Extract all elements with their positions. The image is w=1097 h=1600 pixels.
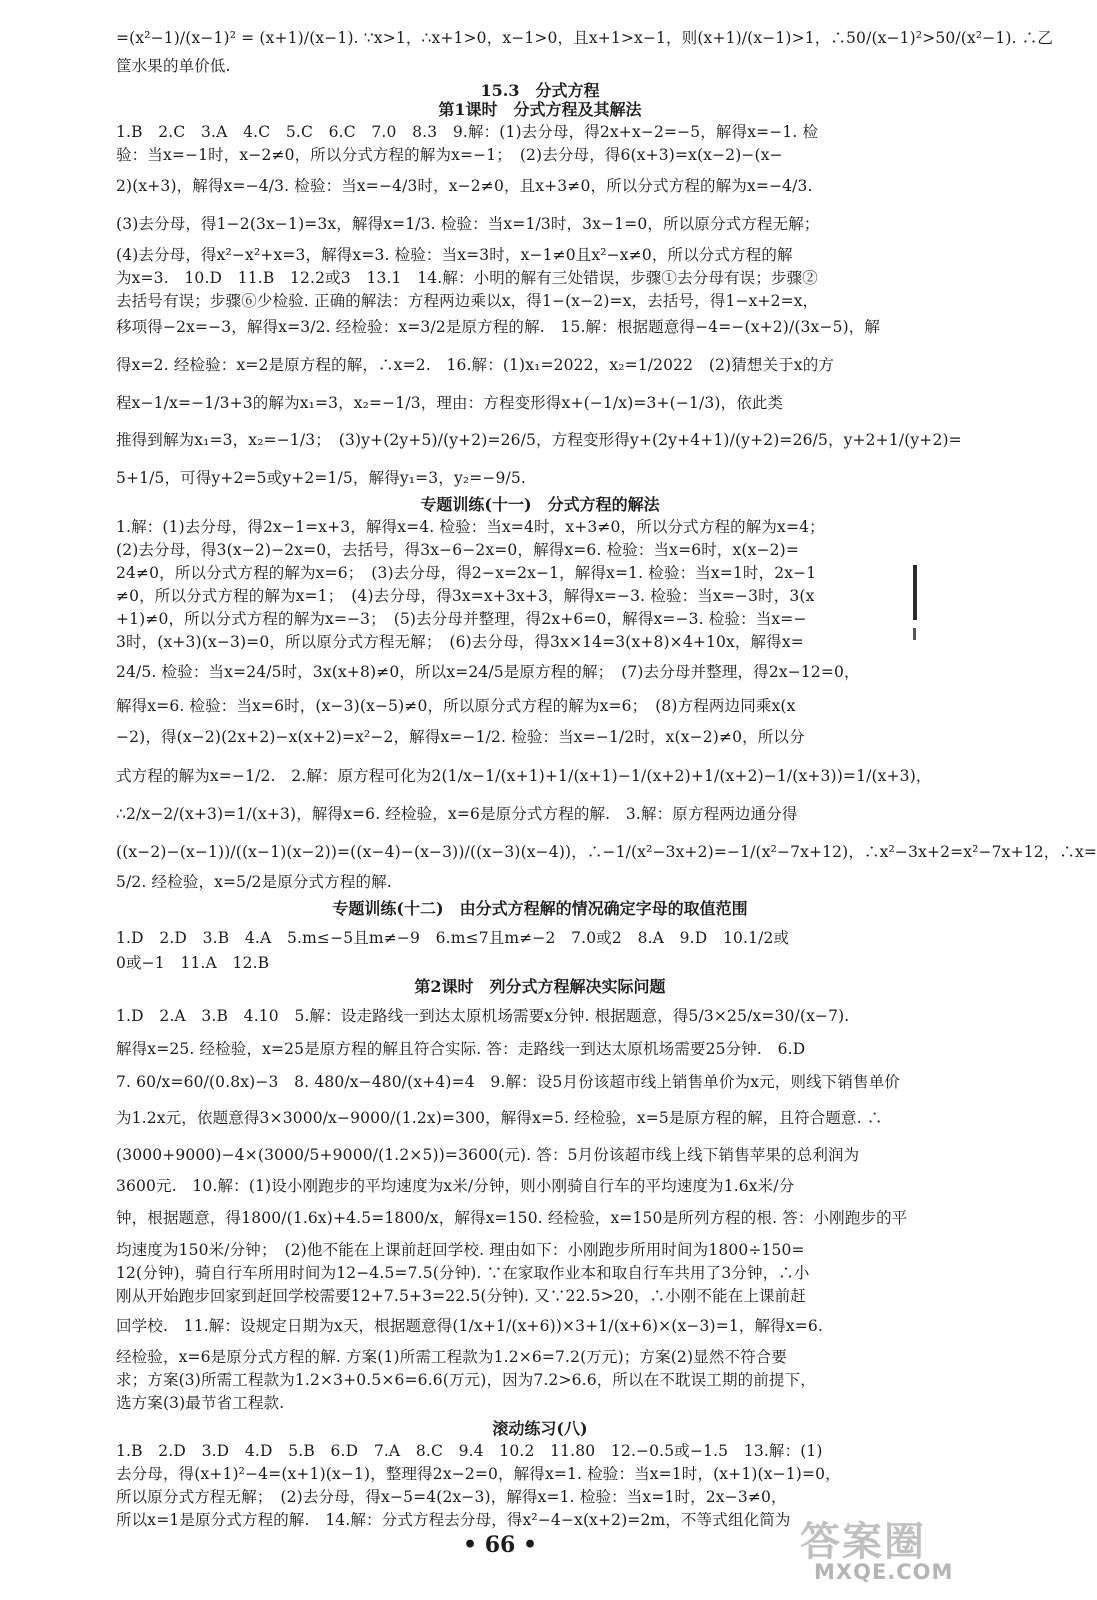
binding-mark	[913, 565, 917, 620]
text-line: 去括号有误；步骤⑥少检验. 正确的解法：方程两边乘以x，得1−(x−2)=x，去括号，得1−x+2=x，	[116, 292, 819, 310]
text-line: 24/5. 检验：当x=24/5时，3x(x+8)≠0，所以x=24/5是原方程的解； (7)去分母并整理，得2x−12=0，	[116, 663, 860, 681]
text-line: 5/2. 经检验，x=5/2是原分式方程的解.	[116, 873, 392, 891]
text-line: 求；方案(3)所需工程款为1.2×3+0.5×6=6.6(万元)，因为7.2>6.6，所以在不耽误工期的前提下，	[116, 1371, 816, 1389]
text-line: 1.解：(1)去分母，得2x−1=x+3，解得x=4. 检验：当x=4时，x+3≠0，所以分式方程的解为x=4；	[116, 518, 825, 536]
text-line: 解得x=25. 经检验，x=25是原方程的解且符合实际. 答：走路线一到达太原机场需要25分钟. 6.D	[116, 1040, 806, 1058]
text-line: ≠0，所以分式方程的解为x=1； (4)去分母，得3x=x+3x+3，解得x=−3. 检验：当x=−3时，3(x	[116, 587, 815, 605]
section-heading: 滚动练习(八)	[492, 1419, 588, 1438]
text-line: 3时，(x+3)(x−3)=0，所以原分式方程无解； (6)去分母，得3x×14=3(x+8)×4+10x，解得x=	[116, 633, 804, 651]
section-heading: 专题训练(十二) 由分式方程解的情况确定字母的取值范围	[332, 899, 748, 918]
text-line: (3000+9000)−4×(3000/5+9000/(1.2×5))=3600(元). 答：5月份该超市线上线下销售苹果的总利润为	[116, 1146, 860, 1164]
text-line: 为x=3. 10.D 11.B 12.2或3 13.1 14.解：小明的解有三处错误，步骤①去分母有误；步骤②	[116, 269, 818, 287]
text-line: 24≠0，所以分式方程的解为x=6； (3)去分母，得2−x=2x−1，解得x=1. 检验：当x=1时，2x−1	[116, 564, 817, 582]
section-heading: 15.3 分式方程	[480, 81, 600, 100]
text-line: 12(分钟)，骑自行车所用时间为12−4.5=7.5(分钟). ∵在家取作业本和取自行车共用了3分钟，∴小	[116, 1264, 810, 1282]
text-line: 所以原分式方程无解； (2)去分母，得x−5=4(2x−3)，解得x=1. 检验：当x=1时，2x−3≠0，	[116, 1488, 787, 1506]
section-heading: 专题训练(十一) 分式方程的解法	[420, 495, 660, 514]
watermark-logo: 答案圈	[800, 1519, 926, 1565]
text-line: (2)去分母，得3(x−2)−2x=0，去括号，得3x−6−2x=0，解得x=6. 检验：当x=6时，x(x−2)=	[116, 541, 799, 559]
text-line: ((x−2)−(x−1))/((x−1)(x−2))=((x−4)−(x−3))/((x−3)(x−4))，∴−1/(x²−3x+2)=−1/(x²−7x+12)，∴x²−3x+2=x²−7x+12，∴x=	[116, 843, 1097, 861]
text-line: −2)，得(x−2)(2x+2)−x(x+2)=x²−2，解得x=−1/2. 检验：当x=−1/2时，x(x−2)≠0，所以分	[116, 728, 805, 746]
text-line: 回学校. 11.解：设规定日期为x天，根据题意得(1/x+1/(x+6))×3+1/(x+6)×(x−3)=1，解得x=6.	[116, 1317, 823, 1335]
text-line: 3600元. 10.解：(1)设小刚跑步的平均速度为x米/分钟，则小刚骑自行车的平均速度为1.6x米/分	[116, 1177, 795, 1195]
watermark	[790, 1510, 990, 1598]
text-line: 得x=2. 经检验：x=2是原方程的解，∴x=2. 16.解：(1)x₁=2022，x₂=1/2022 (2)猜想关于x的方	[116, 356, 835, 374]
watermark-url: MXQE.COM	[814, 1560, 954, 1584]
text-line: =(x²−1)/(x−1)² = (x+1)/(x−1). ∵x>1，∴x+1>0，x−1>0，且x+1>x−1，则(x+1)/(x−1)>1，∴50/(x−1)²>50/(x²−1). ∴乙	[116, 29, 1054, 47]
text-line: 所以x=1是原分式方程的解. 14.解：分式方程去分母，得x²−4−x(x+2)=2m，不等式组化简为	[116, 1511, 791, 1529]
text-line: 解得x=6. 检验：当x=6时，(x−3)(x−5)≠0，所以原分式方程的解为x=6； (8)方程两边同乘x(x	[116, 697, 796, 715]
text-line: (4)去分母，得x²−x²+x=3，解得x=3. 检验：当x=3时，x−1≠0且x²−x≠0，所以分式方程的解	[116, 246, 793, 264]
text-line: 1.B 2.C 3.A 4.C 5.C 6.C 7.0 8.3 9.解：(1)去分母，得2x+x−2=−5，解得x=−1. 检	[116, 123, 819, 141]
text-line: 推得到解为x₁=3，x₂=−1/3； (3)y+(2y+5)/(y+2)=26/5，方程变形得y+(2y+4+1)/(y+2)=26/5，y+2+1/(y+2)=	[116, 431, 962, 449]
text-line: 1.D 2.A 3.B 4.10 5.解：设走路线一到达太原机场需要x分钟. 根据题意，得5/3×25/x=30/(x−7).	[116, 1007, 850, 1025]
text-line: 验：当x=−1时，x−2≠0，所以分式方程的解为x=−1； (2)去分母，得6(x+3)=x(x−2)−(x−	[116, 146, 783, 164]
text-line: (3)去分母，得1−2(3x−1)=3x，解得x=1/3. 检验：当x=1/3时，3x−1=0，所以原分式方程无解；	[116, 215, 820, 233]
text-line: 1.B 2.D 3.D 4.D 5.B 6.D 7.A 8.C 9.4 10.2 11.80 12.−0.5或−1.5 13.解：(1)	[116, 1442, 823, 1460]
binding-mark	[913, 628, 916, 640]
text-line: 钟，根据题意，得1800/(1.6x)+4.5=1800/x，解得x=150. 经检验，x=150是所列方程的根. 答：小刚跑步的平	[116, 1209, 908, 1227]
text-line: 选方案(3)最节省工程款.	[116, 1394, 285, 1412]
text-line: 7. 60/x=60/(0.8x)−3 8. 480/x−480/(x+4)=4 9.解：设5月份该超市线上销售单价为x元，则线下销售单价	[116, 1073, 901, 1091]
text-line: 程x−1/x=−1/3+3的解为x₁=3，x₂=−1/3，理由：方程变形得x+(−1/x)=3+(−1/3)，依此类	[116, 394, 784, 412]
text-line: 1.D 2.D 3.B 4.A 5.m≤−5且m≠−9 6.m≤7且m≠−2 7.0或2 8.A 9.D 10.1/2或	[116, 929, 790, 947]
text-line: 筐水果的单价低.	[116, 57, 231, 75]
text-line: 经检验，x=6是原分式方程的解. 方案(1)所需工程款为1.2×6=7.2(万元)；方案(2)显然不符合要	[116, 1348, 788, 1366]
lesson-heading: 第1课时 分式方程及其解法	[438, 100, 642, 119]
text-line: 均速度为150米/分钟； (2)他不能在上课前赶回学校. 理由如下：小刚跑步所用时间为1800÷150=	[116, 1241, 805, 1259]
lesson-heading: 第2课时 列分式方程解决实际问题	[414, 977, 666, 996]
text-line: 去分母，得(x+1)²−4=(x+1)(x−1)，整理得2x−2=0，解得x=1. 检验：当x=1时，(x+1)(x−1)=0，	[116, 1465, 841, 1483]
text-line: 0或−1 11.A 12.B	[116, 954, 270, 972]
text-line: 为1.2x元，依题意得3×3000/x−9000/(1.2x)=300，解得x=5. 经检验，x=5是原方程的解，且符合题意. ∴	[116, 1109, 883, 1127]
text-line: ∴2/x−2/(x+3)=1/(x+3)，解得x=6. 经检验，x=6是原分式方程的解. 3.解：原方程两边通分得	[116, 805, 798, 823]
page-number: • 66 •	[462, 1532, 538, 1558]
text-line: 式方程的解为x=−1/2. 2.解：原方程可化为2(1/x−1/(x+1)+1/(x+1)−1/(x+2)+1/(x+2)−1/(x+3))=1/(x+3)，	[116, 767, 932, 785]
text-line: 刚从开始跑步回家到赶回学校需要12+7.5+3=22.5(分钟). 又∵22.5>20，∴小刚不能在上课前赶	[116, 1287, 806, 1305]
text-line: 2)(x+3)，解得x=−4/3. 检验：当x=−4/3时，x−2≠0，且x+3≠0，所以分式方程的解为x=−4/3.	[116, 177, 813, 195]
text-line: 移项得−2x=−3，解得x=3/2. 经检验：x=3/2是原方程的解. 15.解：根据题意得−4=−(x+2)/(3x−5)，解	[116, 318, 881, 336]
text-line: +1)≠0，所以分式方程的解为x=−3； (5)去分母并整理，得2x+6=0，解得x=−3. 检验：当x=−	[116, 610, 807, 628]
text-line: 5+1/5，可得y+2=5或y+2=1/5，解得y₁=3，y₂=−9/5.	[116, 469, 526, 487]
